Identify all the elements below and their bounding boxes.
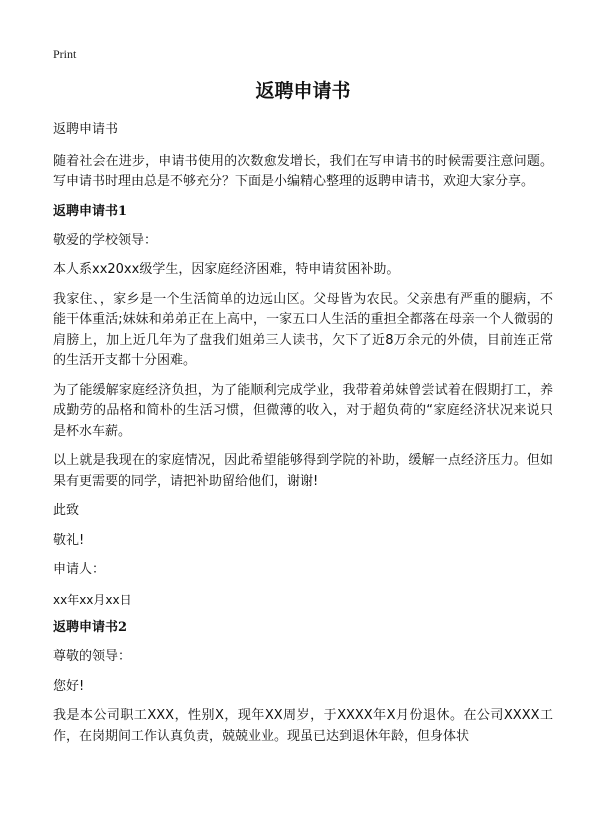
section1-greeting: 敬爱的学校领导：: [53, 232, 158, 248]
section1-paragraph-4: 以上就是我现在的家庭情况，因此希望能够得到学院的补助，缓解一点经济压力。但如果有更需要的同学，请把补助留给他们，谢谢!: [53, 453, 553, 489]
section2-hello: 您好!: [53, 678, 85, 694]
document: [53, 78, 553, 756]
section2-greeting: 尊敬的领导：: [53, 649, 132, 664]
page-title: 返聘申请书: [255, 80, 351, 102]
section-heading-2: 返聘申请书2: [53, 620, 128, 635]
intro-paragraph: 随着社会在进步，申请书使用的次数愈发增长，我们在写申请书的时候需要注意问题。写申请书时理由总是不够充分？下面是小编精心整理的返聘申请书，欢迎大家分享。: [53, 153, 553, 189]
section1-paragraph-3: 为了能缓解家庭经济负担，为了能顺利完成学业，我带着弟妹曾尝试着在假期打工，养成勤劳的品格和简朴的生活习惯，但微薄的收入，对于超负荷的“家庭经济状况来说只是杯水车薪。: [53, 382, 553, 439]
closing-line-1: 此致: [53, 503, 80, 518]
section-heading-1: 返聘申请书1: [53, 203, 128, 219]
document-subtitle: 返聘申请书: [53, 122, 119, 137]
print-link[interactable]: Print: [53, 47, 77, 61]
closing-line-2: 敬礼!: [53, 532, 85, 548]
applicant-label: 申请人：: [53, 562, 106, 577]
section1-paragraph-2: 我家住、，家乡是一个生活简单的边远山区。父母皆为农民。父亲患有严重的腿病，不能干体重活;妹妹和弟弟正在上高中，一家五口人生活的重担全都落在母亲一个人微弱的肩膀上，加上近几年为了盘我们姐弟三人读书，欠下了近8万余元的外债，目前连正常的生活开支都十分困难。: [53, 291, 553, 368]
section1-paragraph-1: 本人系xx20xx级学生，因家庭经济困难，特申请贫困补助。: [53, 262, 400, 277]
section2-paragraph-1: 我是本公司职工XXX，性别X，现年XX周岁，于XXXX年X月份退休。在公司XXXX工作，在岗期间工作认真负责，兢兢业业。现虽已达到退休年龄，但身体状: [53, 708, 553, 744]
application-date: xx年xx月xx日: [53, 592, 132, 607]
